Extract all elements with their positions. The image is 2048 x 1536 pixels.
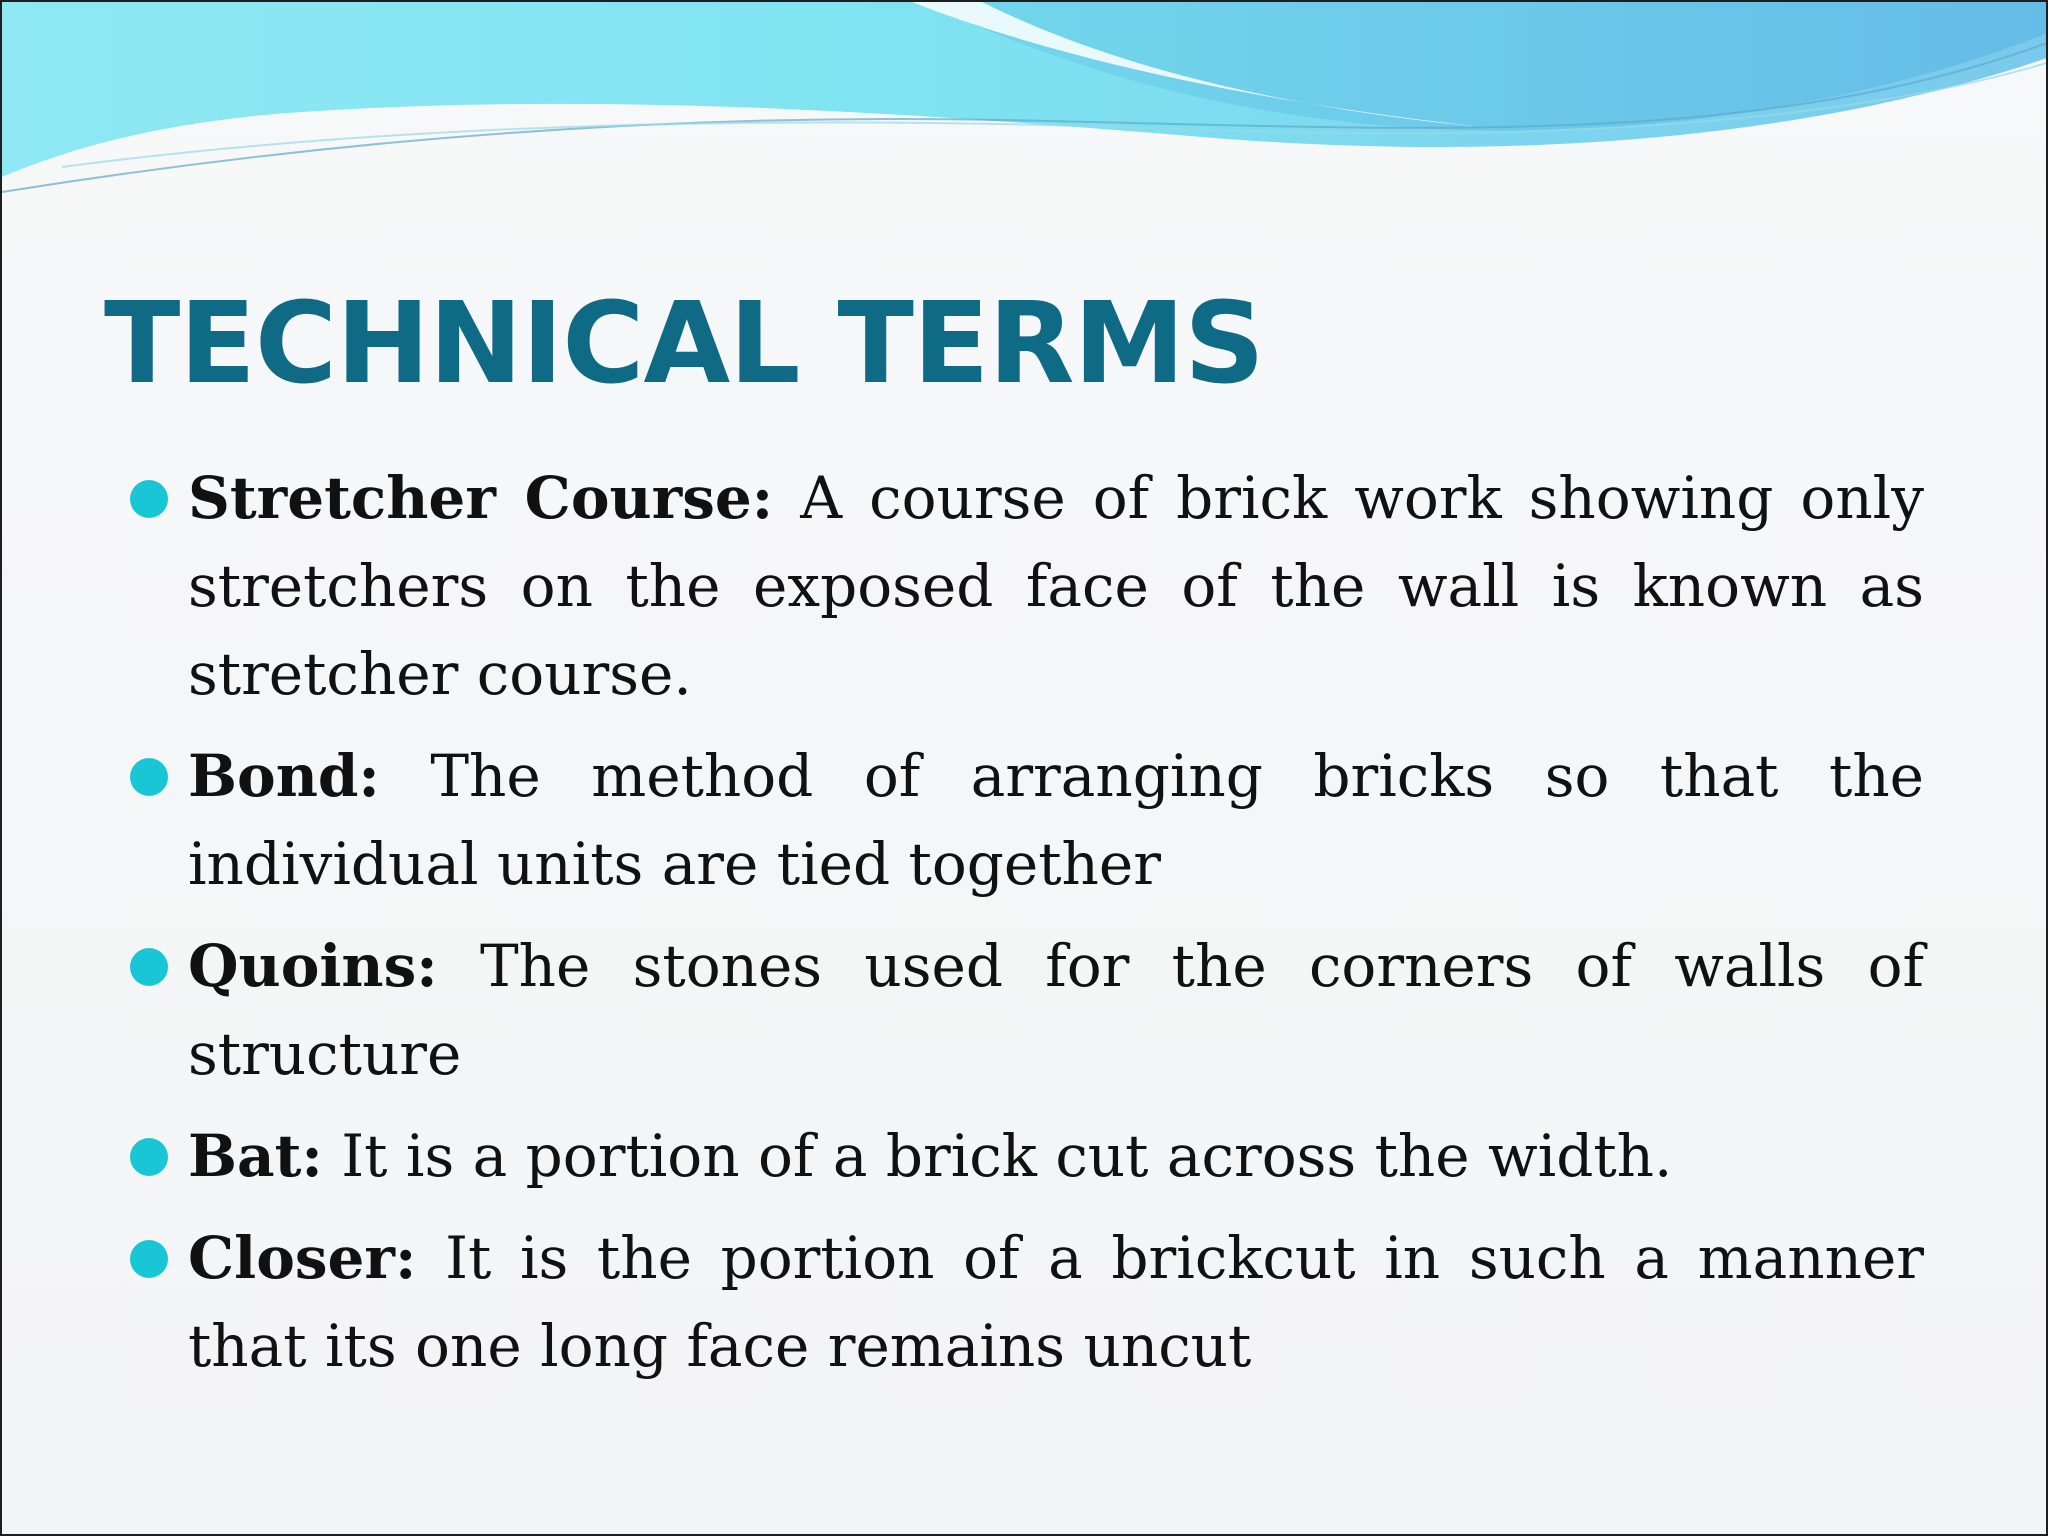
list-item xyxy=(128,732,1924,908)
term-definition: It is the portion of a brickcut in such a manner that its one long face remains uncut xyxy=(188,1224,1925,1380)
term-definition: A course of brick work showing only stretchers on the exposed face of the wall is known as stretcher course. xyxy=(188,464,1924,708)
bullet-icon xyxy=(130,948,168,986)
term-name: Quoins: xyxy=(188,932,438,1000)
terms-list xyxy=(128,454,1924,1404)
bullet-icon xyxy=(130,1138,168,1176)
list-item xyxy=(128,454,1924,718)
list-item xyxy=(128,922,1924,1098)
term-name: Bat: xyxy=(188,1122,323,1190)
bullet-icon xyxy=(130,480,168,518)
slide-title: TECHNICAL TERMS xyxy=(104,279,1264,409)
bullet-icon xyxy=(130,758,168,796)
term-definition: The method of arranging bricks so that the individual units are tied together xyxy=(188,742,1924,898)
term-name: Closer: xyxy=(188,1224,417,1292)
list-item xyxy=(128,1112,1924,1200)
term-definition: The stones used for the corners of walls of structure xyxy=(188,932,1925,1088)
term-name: Bond: xyxy=(188,742,380,810)
term-definition: It is a portion of a brick cut across the width. xyxy=(341,1122,1673,1190)
bullet-icon xyxy=(130,1240,168,1278)
list-item xyxy=(128,1214,1924,1390)
term-name: Stretcher Course: xyxy=(188,464,774,532)
decorative-wave-header xyxy=(2,2,2048,242)
